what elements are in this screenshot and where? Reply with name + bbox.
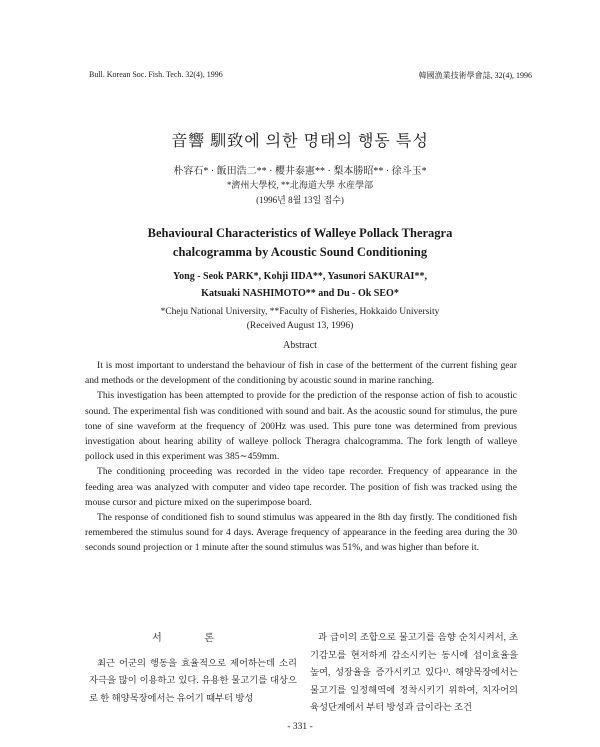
journal-citation-right: 韓國漁業技術學會誌, 32(4), 1996 [418,71,532,80]
section-heading-introduction: 서 론 [152,633,234,644]
english-title-line2: chalcogramma by Acoustic Sound Conditioning [172,245,428,259]
korean-title: 音響 馴致에 의한 명태의 행동 특성 [171,133,429,150]
english-title-line1: Behavioural Characteristics of Walleye Pollack Theragra [147,226,453,240]
abstract-heading: Abstract [283,340,317,351]
body-text-left: 최근 어군의 행동을 효율적으로 제어하는데 소리 자극을 많이 이용하고 있다. 유용한 물고기를 대상으로 한 해양목장에서는 유어기 때부터 방성 [89,658,297,704]
abstract-paragraph-3: The conditioning proceeding was recorded in the video tape recorder. Frequency of appearance in the feeding area was analyzed with computer and video tape recorder. The position of fish was tracked using the mouse cursor and picture mixed on the superimpose board. [85,466,517,508]
english-authors [0,268,600,302]
english-affiliation-block [0,305,600,333]
page-number: - 331 - [287,722,313,732]
korean-affiliation: *濟州大學校, **北海道大學 水産學部 [226,180,374,190]
english-authors-line1: Yong - Seok PARK*, Kohji IIDA**, Yasunori SAKURAI**, [173,271,427,282]
body-column-left [89,630,297,708]
abstract-paragraph-1: It is most important to understand the behaviour of fish in case of the betterment of the current fishing gear and methods or the development of the conditioning by acoustic sound in marine ranching. [85,360,517,387]
body-column-right [310,630,518,718]
body-text-right: 과 급이의 조합으로 물고기를 음향 순치시켜서, 초기감모를 현저하게 감소시키는 동시에 섭이효율을 높여, 성장율을 증가시키고 있다¹⁾. 해양목장에서는 물고기를 일정해역에 정착시키기 위하여, 치자어의 육성단계에서 부터 방성과 급이라는 조건 [310,633,518,713]
abstract-paragraph-4: The response of conditioned fish to sound stimulus was appeared in the 8th day firstly. The conditioned fish remembered the stimulus sound for 4 days. Average frequency of appearance in the feeding area during the 30 seconds sound projection or 1 minute after the sound stimulus was 51%, and was higher than before it. [85,512,517,554]
journal-citation-left: Bull. Korean Soc. Fish. Tech. 32(4), 1996 [89,70,223,79]
abstract-paragraph-2: This investigation has been attempted to provide for the prediction of the response action of fish to acoustic sound. The experimental fish was conditioned with sound and bait. As the acoustic sound for stimulus, the pure tone of sine waveform at the frequency of 200Hz was used. This pure tone was determined from previous investigation about hearing ability of walleye pollock Theragra chalcogramma. The fork length of walleye pollock used in this experiment was 385∼459mm. [85,390,517,463]
english-title [0,224,600,262]
english-affiliation: *Cheju National University, **Faculty of Fisheries, Hokkaido University [160,307,440,317]
english-authors-line2: Katsuaki NASHIMOTO** and Du - Ok SEO* [201,288,399,299]
korean-received-date: (1996년 8월 13일 접수) [256,195,344,205]
english-received-date: (Received August 13, 1996) [246,321,354,331]
korean-authors: 朴容石* · 飯田浩二** · 櫻井泰憲** · 梨本勝昭** · 徐斗玉* [173,166,427,177]
abstract-body [85,358,517,556]
